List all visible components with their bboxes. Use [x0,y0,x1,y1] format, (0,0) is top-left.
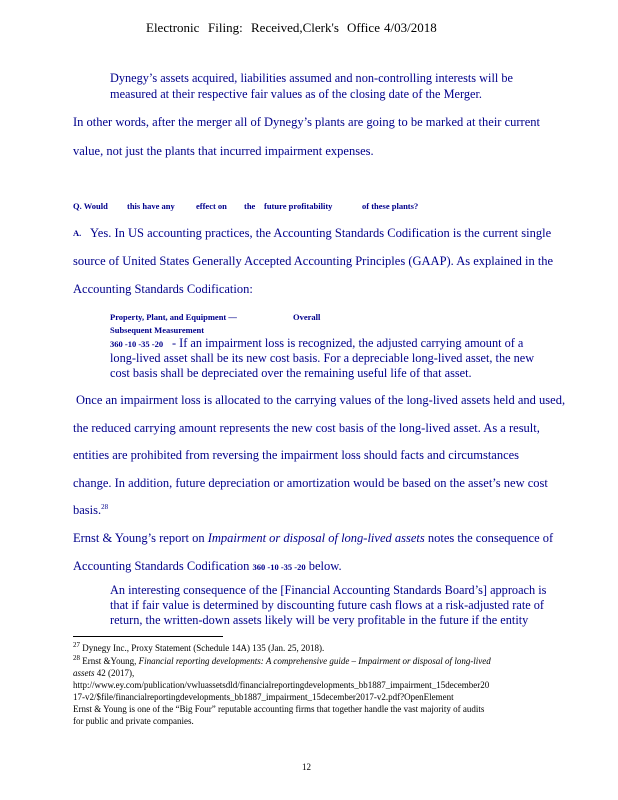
question-part4: future profitability [264,201,333,211]
footnote-27-num: 27 [73,641,80,649]
header-date: 4/03/2018 [384,20,437,35]
question-part1: this have any [127,201,175,211]
quote1-line1: Dynegy’s assets acquired, liabilities assumed and non-controlling interests will be [110,71,513,85]
para3-line2 [73,559,342,574]
para3-post: notes the consequence of [427,531,554,545]
quote2-line1: An interesting consequence of the [Financial Accounting Standards Board’s] approach is [110,583,547,597]
footnote-28 [73,656,491,666]
asc-subtitle: Subsequent Measurement [110,325,205,335]
para1-line1: In other words, after the merger all of Dynegy’s plants are going to be marked at their current [73,115,540,129]
para3-report-title: Impairment or disposal of long-lived assets [207,531,425,545]
asc-overall: Overall [293,312,321,322]
answer-line1: Yes. In US accounting practices, the Accounting Standards Codification is the current single [90,226,552,240]
question-part2: effect on [196,201,227,211]
footnote-divider [73,636,223,637]
asc-line1: - If an impairment loss is recognized, the adjusted carrying amount of a [172,336,524,350]
answer-line2: source of United States Generally Accepted Accounting Principles (GAAP). As explained in the [73,254,554,268]
para3-line2a: Accounting Standards Codification [73,559,250,573]
asc-ref: 360 -10 -35 -20 [110,339,164,349]
footnote-ref-28: 28 [101,502,109,511]
para3-pre: Ernst & Young’s report on [73,531,205,545]
para2-line2: the reduced carrying amount represents the new cost basis of the long-lived asset. As a result, [73,421,540,435]
header-office: Office [347,20,380,35]
asc-line3: cost basis shall be depreciated over the remaining useful life of that asset. [110,366,472,380]
question-part5: of these plants? [362,201,419,211]
quote2-line2: that if fair value is determined by discounting future cash flows at a risk-adjusted rate of [110,598,545,612]
footnote-28-page: 42 (2017), [96,668,135,678]
para2-line1: Once an impairment loss is allocated to the carrying values of the long-lived assets held and used, [76,393,566,407]
page-number: 12 [302,762,311,772]
para3-line1 [73,531,553,546]
footnote-28-num: 28 [73,654,80,662]
footnote-url-line1[interactable]: http://www.ey.com/publication/vwluassetsdld/financialreportingdevelopments_bb1887_impairment_15december20 [73,680,490,690]
header-electronic: Electronic [146,20,200,35]
para2-line4: change. In addition, future depreciation or amortization would be based on the asset’s new cost [73,476,548,490]
footnote-27 [73,643,324,653]
footnote-27-text: Dynegy Inc., Proxy Statement (Schedule 14A) 135 (Jan. 25, 2018). [82,643,325,653]
asc-title: Property, Plant, and Equipment — [110,312,237,322]
para1-line2: value, not just the plants that incurred impairment expenses. [73,144,374,158]
answer-line3: Accounting Standards Codification: [73,282,253,296]
para3-line2-ref: 360 -10 -35 -20 [252,562,306,572]
footnote-note-line1: Ernst & Young is one of the “Big Four” reputable accounting firms that together handle the vast majority of audits [73,704,485,714]
question-label: Q. Would [73,201,108,211]
para2-line5 [73,503,108,518]
header-received: Received,Clerk's [251,20,339,35]
quote2-line3: return, the written-down assets likely will be very profitable in the future if the entity [110,613,529,627]
asc-line2: long-lived asset shall be its new cost basis. For a depreciable long-lived asset, the new [110,351,535,365]
header-filing: Filing: [208,20,243,35]
footnote-28-title2: assets [73,668,95,678]
para3-line2b: below. [308,559,342,573]
footnote-28-title: Financial reporting developments: A comprehensive guide – Impairment or disposal of long-lived [138,656,491,666]
para2-line3: entities are prohibited from reversing the impairment loss should facts and circumstances [73,448,520,462]
footnote-note-line2: for public and private companies. [73,716,194,726]
footnote-28-author: Ernst &Young, [82,656,137,666]
quote1-line2: measured at their respective fair values as of the closing date of the Merger. [110,87,482,101]
para2-basis: basis. [73,503,102,517]
answer-label: A. [73,228,82,238]
question-part3: the [244,201,256,211]
footnote-url-line2[interactable]: 17-v2/$file/financialreportingdevelopments_bb1887_impairment_15december2017-v2.pdf?OpenElement [73,692,454,702]
footnote-28-line2 [73,668,134,678]
